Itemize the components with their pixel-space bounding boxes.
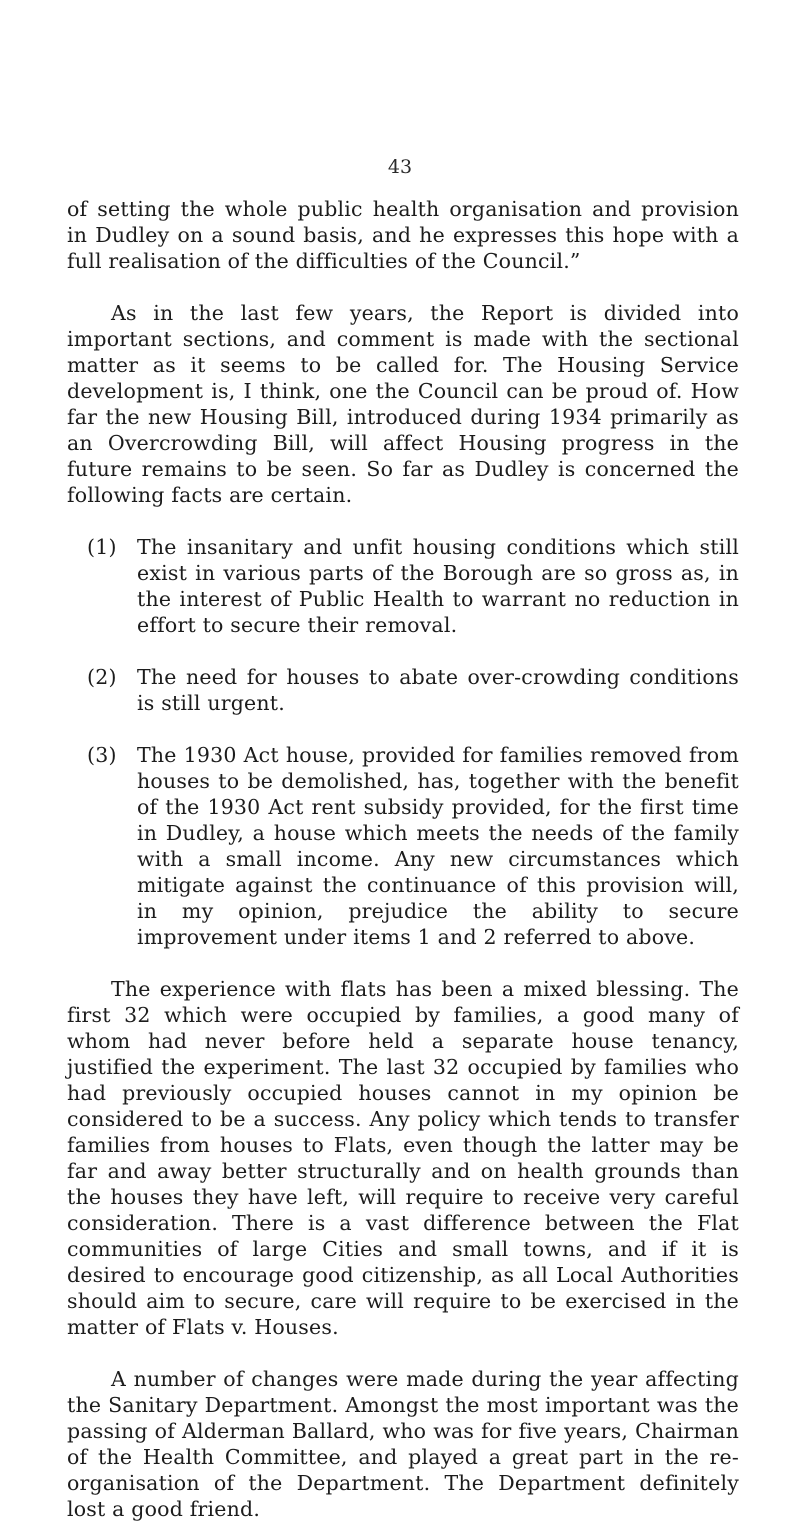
fact-number: (2) <box>87 665 117 689</box>
fact-item-2 <box>67 664 739 716</box>
paragraph-flats: The experience with flats has been a mixed blessing. The first 32 which were occupied by families, a good many of whom had never before held a separate house tenancy, justified the experiment. The last 32 occupied by families who had previously occupied houses cannot in my opinion be considered to be a success. Any policy which tends to transfer families from houses to Flats, even though the latter may be far and away better structurally and on health grounds than the houses they have left, will require to receive very careful consideration. There is a vast difference between the Flat communities of large Cities and small towns, and if it is desired to encourage good citizenship, as all Local Authorities should aim to secure, care will require to be exercised in the matter of Flats v. Houses. <box>67 977 739 1339</box>
fact-item-1 <box>67 534 739 638</box>
fact-text: The insanitary and unfit housing conditions which still exist in various parts of the Borough are so gross as, in the interest of Public Health to warrant no reduction in effort to secure their removal. <box>137 535 739 637</box>
fact-text: The need for houses to abate over-crowding conditions is still urgent. <box>137 665 739 715</box>
fact-text: The 1930 Act house, provided for families removed from houses to be demolished, has, together with the benefit of the 1930 Act rent subsidy provided, for the first time in Dudley, a house which meets the needs of the family with a small income. Any new circumstances which mitigate against the continuance of this provision will, in my opinion, prejudice the ability to secure improvement under items 1 and 2 referred to above. <box>137 743 739 949</box>
fact-number: (1) <box>87 535 117 559</box>
page-number: 43 <box>387 156 413 178</box>
body-text <box>67 196 739 1522</box>
fact-item-3 <box>67 742 739 950</box>
paragraph-housing-report: As in the last few years, the Report is divided into important sections, and comment is made with the sectional matter as it seems to be called for. The Housing Service development is, I think, one the Council can be proud of. How far the new Housing Bill, introduced during 1934 primarily as an Overcrowding Bill, will affect Housing progress in the future remains to be seen. So far as Dudley is concerned the following facts are certain. <box>67 301 739 507</box>
paragraph-continuation: of setting the whole public health organisation and provision in Dudley on a sound basis, and he expresses this hope with a full realisation of the difficulties of the Council.” <box>67 197 739 273</box>
fact-number: (3) <box>87 743 117 767</box>
paragraph-sanitary-department: A number of changes were made during the year affecting the Sanitary Department. Amongst the most important was the passing of Alderman Ballard, who was for five years, Chairman of the Health Committee, and played a great part in the re-organisation of the Department. The Department definitely lost a good friend. <box>67 1367 739 1521</box>
